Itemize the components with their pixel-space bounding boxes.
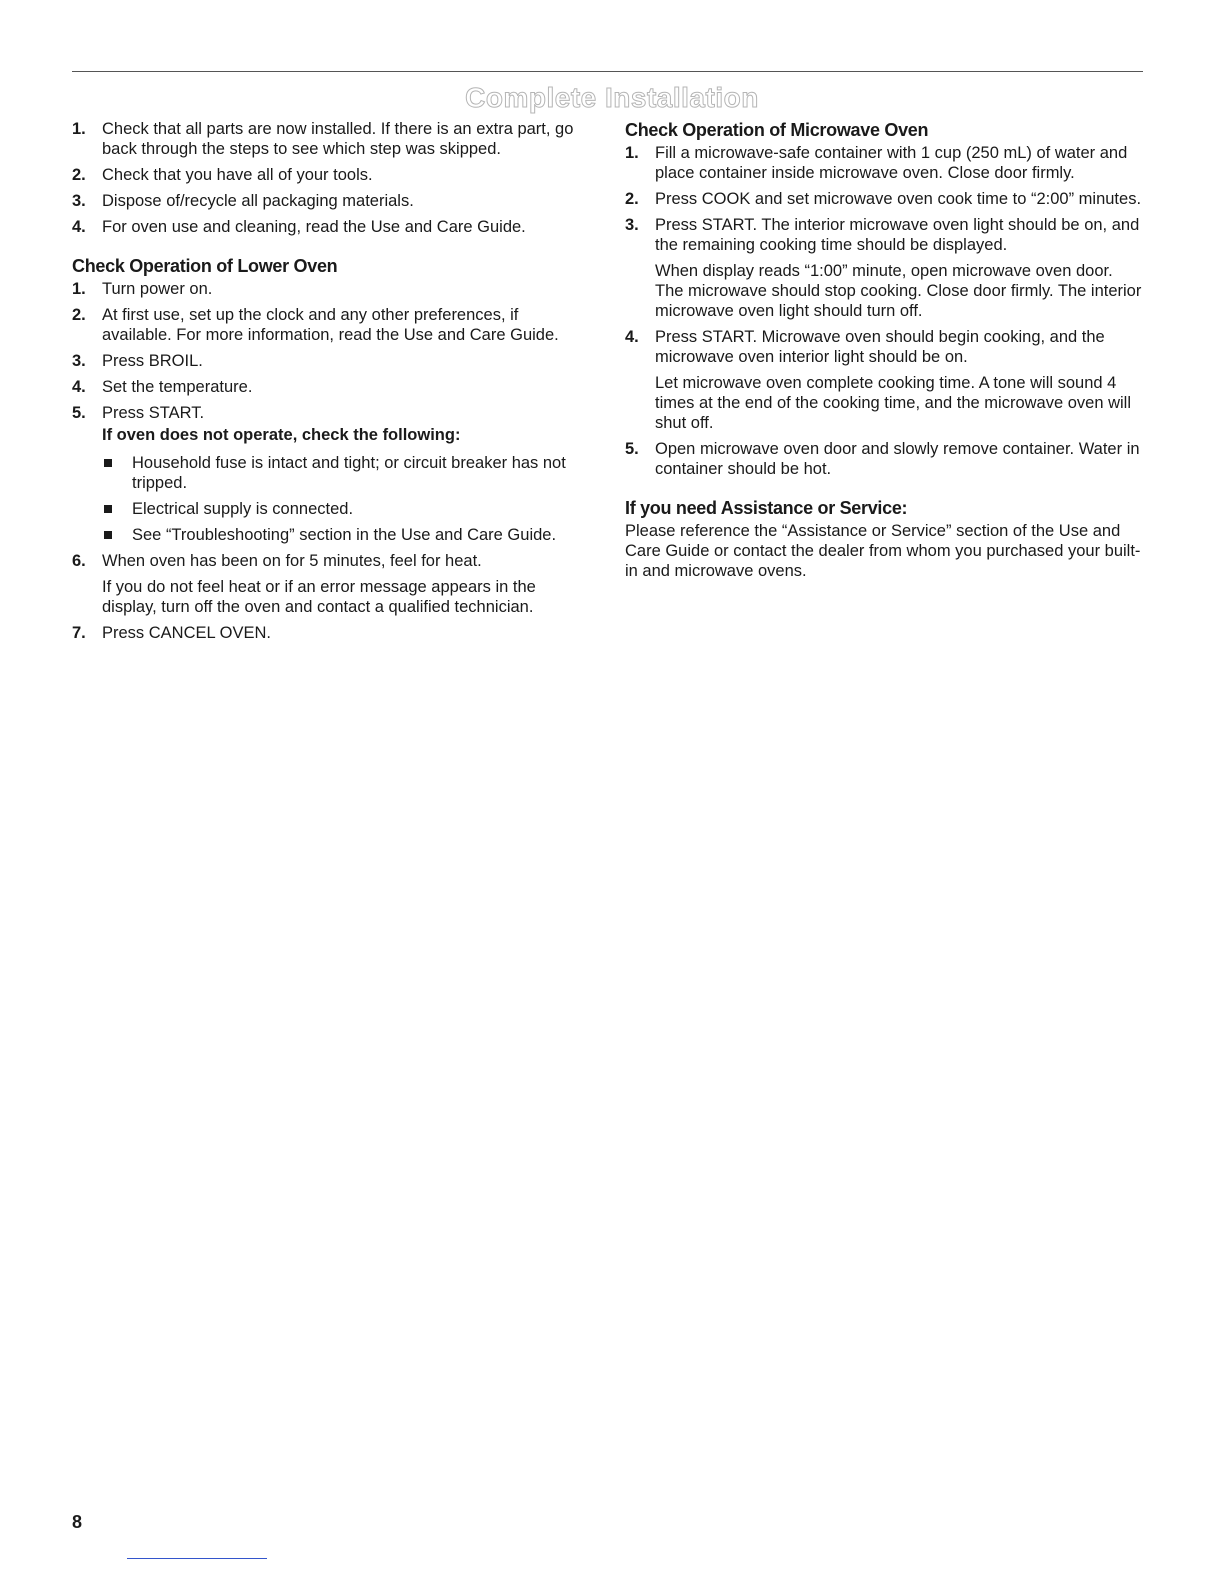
step-text: Check that all parts are now installed. If there is an extra part, go back through the steps to see which step was skipped.: [102, 120, 574, 158]
lower-oven-section: [72, 255, 592, 643]
bullet-text: Electrical supply is connected.: [132, 500, 354, 518]
lower-oven-step: [72, 403, 592, 545]
step-number: 3.: [72, 192, 86, 210]
bullet-item: [102, 453, 592, 493]
step-number: 3.: [625, 216, 639, 234]
intro-steps: [72, 119, 592, 237]
microwave-section: [625, 119, 1145, 479]
intro-step: [72, 165, 592, 185]
lower-oven-step: [72, 623, 592, 643]
step-number: 4.: [72, 378, 86, 396]
step-number: 5.: [72, 404, 86, 422]
step-text: Press BROIL.: [102, 352, 203, 370]
section-heading-lower-oven: Check Operation of Lower Oven: [72, 256, 338, 276]
step-number: 1.: [625, 144, 639, 162]
header-rule: [72, 71, 1143, 72]
microwave-step: [625, 143, 1145, 183]
step-text: Fill a microwave-safe container with 1 cup (250 mL) of water and place container inside microwave oven. Close door firmly.: [655, 144, 1128, 182]
lower-oven-step: [72, 305, 592, 345]
step-text: Press START. Microwave oven should begin cooking, and the microwave oven interior light should be on.: [655, 328, 1105, 366]
lower-oven-step: [72, 377, 592, 397]
microwave-step: [625, 327, 1145, 433]
step-text: Check that you have all of your tools.: [102, 166, 373, 184]
step-text: Press START. The interior microwave oven light should be on, and the remaining cooking time should be displayed.: [655, 216, 1140, 254]
step-text: Open microwave oven door and slowly remove container. Water in container should be hot.: [655, 440, 1140, 478]
step-text: Press START.: [102, 404, 205, 422]
step-text: Set the temperature.: [102, 378, 253, 396]
page-number: 8: [72, 1512, 83, 1532]
bullet-text: See “Troubleshooting” section in the Use and Care Guide.: [132, 526, 557, 544]
step-text: When oven has been on for 5 minutes, feel for heat.: [102, 552, 482, 570]
step-number: 6.: [72, 552, 86, 570]
step-text: Turn power on.: [102, 280, 213, 298]
step-text: Press COOK and set microwave oven cook time to “2:00” minutes.: [655, 190, 1142, 208]
check-following-heading: If oven does not operate, check the following:: [102, 426, 461, 444]
section-heading-microwave: Check Operation of Microwave Oven: [625, 120, 929, 140]
bullet-item: [102, 499, 592, 519]
intro-step: [72, 119, 592, 159]
step-text: At first use, set up the clock and any other preferences, if available. For more information, read the Use and Care Guide.: [102, 306, 559, 344]
intro-step: [72, 217, 592, 237]
right-column: [625, 119, 1145, 581]
assistance-text: Please reference the “Assistance or Service” section of the Use and Care Guide or contact the dealer from whom you purchased your built-in and microwave ovens.: [625, 522, 1141, 580]
step-subtext: When display reads “1:00” minute, open microwave oven door. The microwave should stop cooking. Close door firmly. The interior microwave oven light should turn off.: [655, 262, 1142, 320]
microwave-step: [625, 439, 1145, 479]
lower-oven-step: [72, 279, 592, 299]
step-text: For oven use and cleaning, read the Use and Care Guide.: [102, 218, 526, 236]
step-text: Press CANCEL OVEN.: [102, 624, 272, 642]
step-text: Dispose of/recycle all packaging materials.: [102, 192, 414, 210]
footer-link-underline: [127, 1558, 267, 1559]
step-number: 4.: [625, 328, 639, 346]
bullet-text: Household fuse is intact and tight; or circuit breaker has not tripped.: [132, 454, 566, 492]
lower-oven-step: [72, 551, 592, 617]
step-number: 7.: [72, 624, 86, 642]
step-number: 2.: [72, 166, 86, 184]
square-bullet-icon: [104, 459, 112, 467]
microwave-step: [625, 189, 1145, 209]
step-subtext: If you do not feel heat or if an error message appears in the display, turn off the oven and contact a qualified technician.: [102, 578, 536, 616]
square-bullet-icon: [104, 505, 112, 513]
step-number: 1.: [72, 280, 86, 298]
assistance-section: [625, 497, 1145, 581]
lower-oven-step: [72, 351, 592, 371]
bullet-item: [102, 525, 592, 545]
microwave-step: [625, 215, 1145, 321]
step-number: 2.: [625, 190, 639, 208]
step-number: 4.: [72, 218, 86, 236]
left-column: [72, 119, 592, 649]
step-number: 5.: [625, 440, 639, 458]
step-number: 3.: [72, 352, 86, 370]
intro-step: [72, 191, 592, 211]
square-bullet-icon: [104, 531, 112, 539]
step-subtext: Let microwave oven complete cooking time. A tone will sound 4 times at the end of the cooking time, and the microwave oven will shut off.: [655, 374, 1131, 432]
page-title: Complete Installation: [465, 82, 759, 113]
section-heading-assistance: If you need Assistance or Service:: [625, 498, 908, 518]
step-number: 1.: [72, 120, 86, 138]
step-number: 2.: [72, 306, 86, 324]
